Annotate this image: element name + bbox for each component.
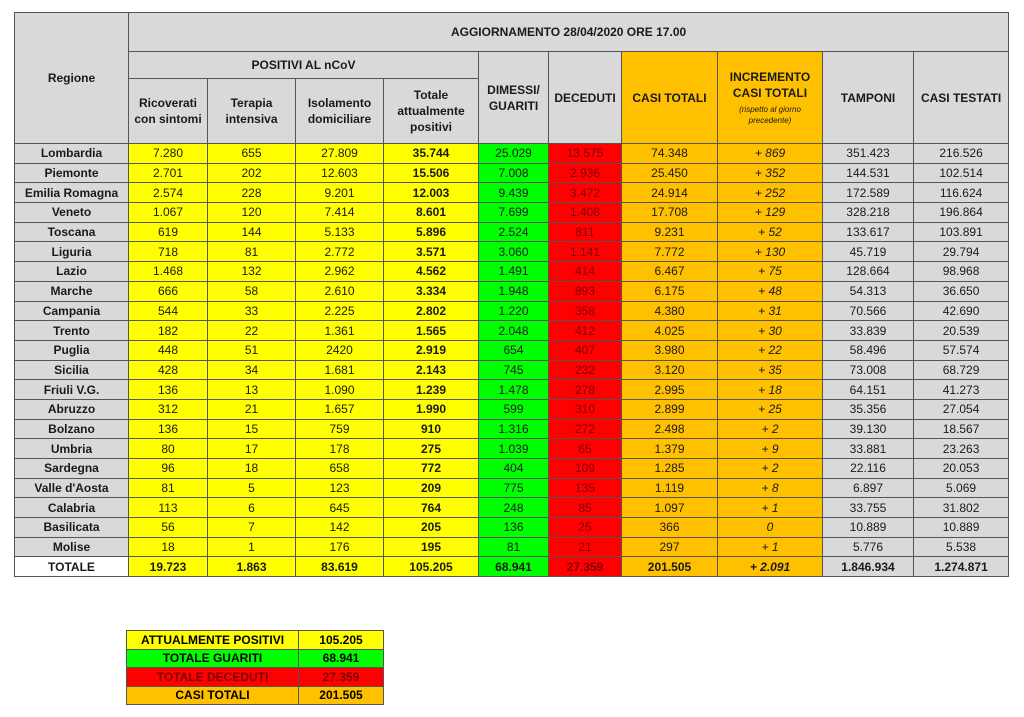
col-header-deceduti: DECEDUTI — [549, 52, 622, 144]
cell-dimessi: 775 — [479, 478, 549, 498]
cell-incremento: + 130 — [718, 242, 823, 262]
cell-terapia: 15 — [208, 419, 296, 439]
cell-totale-positivi: 3.334 — [384, 281, 479, 301]
cell-isolamento: 2.225 — [296, 301, 384, 321]
cell-tamponi: 35.356 — [823, 399, 914, 419]
cell-isolamento: 142 — [296, 518, 384, 538]
cell-casi-totali: 1.097 — [622, 498, 718, 518]
cell-isolamento: 7.414 — [296, 203, 384, 223]
total-tamponi: 1.846.934 — [823, 557, 914, 577]
cell-isolamento: 12.603 — [296, 163, 384, 183]
col-header-regione: Regione — [15, 13, 129, 144]
cell-deceduti: 278 — [549, 380, 622, 400]
cell-terapia: 7 — [208, 518, 296, 538]
cell-terapia: 18 — [208, 459, 296, 479]
cell-totale-positivi: 1.565 — [384, 321, 479, 341]
cell-casi-testati: 20.053 — [914, 459, 1009, 479]
cell-casi-testati: 18.567 — [914, 419, 1009, 439]
table-row — [15, 537, 1009, 557]
cell-regione: Umbria — [15, 439, 129, 459]
cell-incremento: + 9 — [718, 439, 823, 459]
cell-deceduti: 25 — [549, 518, 622, 538]
cell-terapia: 1 — [208, 537, 296, 557]
table-row — [15, 340, 1009, 360]
cell-dimessi: 1.478 — [479, 380, 549, 400]
table-row — [15, 419, 1009, 439]
cell-isolamento: 645 — [296, 498, 384, 518]
cell-incremento: + 25 — [718, 399, 823, 419]
cell-tamponi: 22.116 — [823, 459, 914, 479]
cell-tamponi: 133.617 — [823, 222, 914, 242]
total-deceduti: 27.359 — [549, 557, 622, 577]
total-incremento: + 2.091 — [718, 557, 823, 577]
cell-regione: Emilia Romagna — [15, 183, 129, 203]
cell-casi-totali: 297 — [622, 537, 718, 557]
cell-regione: Trento — [15, 321, 129, 341]
cell-terapia: 228 — [208, 183, 296, 203]
cell-terapia: 655 — [208, 144, 296, 164]
col-header-tamponi: TAMPONI — [823, 52, 914, 144]
cell-incremento: + 8 — [718, 478, 823, 498]
cell-casi-testati: 103.891 — [914, 222, 1009, 242]
cell-terapia: 51 — [208, 340, 296, 360]
cell-totale-positivi: 12.003 — [384, 183, 479, 203]
cell-totale-positivi: 910 — [384, 419, 479, 439]
cell-incremento: + 52 — [718, 222, 823, 242]
cell-ricoverati: 544 — [129, 301, 208, 321]
cell-tamponi: 33.881 — [823, 439, 914, 459]
cell-tamponi: 328.218 — [823, 203, 914, 223]
regional-data-table — [14, 12, 1009, 577]
cell-casi-totali: 74.348 — [622, 144, 718, 164]
col-header-ricoverati: Ricoverati con sintomi — [129, 79, 208, 144]
cell-regione: Molise — [15, 537, 129, 557]
col-header-casi-totali: CASI TOTALI — [622, 52, 718, 144]
total-ricoverati: 19.723 — [129, 557, 208, 577]
cell-dimessi: 1.948 — [479, 281, 549, 301]
cell-dimessi: 1.316 — [479, 419, 549, 439]
table-row — [15, 360, 1009, 380]
cell-tamponi: 351.423 — [823, 144, 914, 164]
cell-terapia: 144 — [208, 222, 296, 242]
cell-incremento: + 35 — [718, 360, 823, 380]
summary-value: 105.205 — [299, 631, 384, 650]
cell-tamponi: 10.889 — [823, 518, 914, 538]
cell-dimessi: 1.220 — [479, 301, 549, 321]
cell-dimessi: 248 — [479, 498, 549, 518]
cell-regione: Basilicata — [15, 518, 129, 538]
cell-totale-positivi: 2.143 — [384, 360, 479, 380]
cell-casi-totali: 7.772 — [622, 242, 718, 262]
cell-totale-positivi: 772 — [384, 459, 479, 479]
table-row — [15, 281, 1009, 301]
cell-totale-positivi: 3.571 — [384, 242, 479, 262]
cell-incremento: + 129 — [718, 203, 823, 223]
cell-casi-totali: 366 — [622, 518, 718, 538]
cell-isolamento: 5.133 — [296, 222, 384, 242]
summary-label: TOTALE GUARITI — [127, 649, 299, 668]
cell-dimessi: 1.039 — [479, 439, 549, 459]
cell-incremento: + 352 — [718, 163, 823, 183]
table-row — [15, 222, 1009, 242]
cell-casi-testati: 42.690 — [914, 301, 1009, 321]
cell-ricoverati: 312 — [129, 399, 208, 419]
summary-row-deceduti — [127, 668, 384, 687]
cell-isolamento: 1.681 — [296, 360, 384, 380]
cell-regione: Toscana — [15, 222, 129, 242]
cell-casi-testati: 102.514 — [914, 163, 1009, 183]
cell-dimessi: 81 — [479, 537, 549, 557]
cell-casi-testati: 10.889 — [914, 518, 1009, 538]
cell-ricoverati: 113 — [129, 498, 208, 518]
cell-isolamento: 2.610 — [296, 281, 384, 301]
total-casi-testati: 1.274.871 — [914, 557, 1009, 577]
total-casi-totali: 201.505 — [622, 557, 718, 577]
cell-incremento: + 869 — [718, 144, 823, 164]
cell-casi-testati: 27.054 — [914, 399, 1009, 419]
cell-casi-totali: 2.498 — [622, 419, 718, 439]
summary-row-guariti — [127, 649, 384, 668]
table-row — [15, 518, 1009, 538]
cell-isolamento: 27.809 — [296, 144, 384, 164]
summary-table — [126, 630, 384, 705]
cell-casi-totali: 24.914 — [622, 183, 718, 203]
summary-label: TOTALE DECEDUTI — [127, 668, 299, 687]
total-dimessi: 68.941 — [479, 557, 549, 577]
cell-incremento: 0 — [718, 518, 823, 538]
cell-deceduti: 85 — [549, 498, 622, 518]
report-title: AGGIORNAMENTO 28/04/2020 ORE 17.00 — [129, 13, 1009, 52]
cell-casi-testati: 116.624 — [914, 183, 1009, 203]
cell-isolamento: 1.090 — [296, 380, 384, 400]
cell-tamponi: 128.664 — [823, 262, 914, 282]
cell-tamponi: 70.566 — [823, 301, 914, 321]
cell-regione: Sardegna — [15, 459, 129, 479]
cell-casi-testati: 36.650 — [914, 281, 1009, 301]
cell-ricoverati: 80 — [129, 439, 208, 459]
table-row — [15, 163, 1009, 183]
cell-incremento: + 18 — [718, 380, 823, 400]
cell-isolamento: 1.361 — [296, 321, 384, 341]
cell-incremento: + 22 — [718, 340, 823, 360]
table-body — [15, 144, 1009, 577]
cell-ricoverati: 718 — [129, 242, 208, 262]
col-header-casi-testati: CASI TESTATI — [914, 52, 1009, 144]
table-row — [15, 144, 1009, 164]
cell-totale-positivi: 1.990 — [384, 399, 479, 419]
cell-terapia: 132 — [208, 262, 296, 282]
cell-isolamento: 759 — [296, 419, 384, 439]
cell-regione: Veneto — [15, 203, 129, 223]
cell-casi-totali: 4.380 — [622, 301, 718, 321]
cell-ricoverati: 1.468 — [129, 262, 208, 282]
cell-dimessi: 1.491 — [479, 262, 549, 282]
cell-tamponi: 6.897 — [823, 478, 914, 498]
cell-casi-testati: 68.729 — [914, 360, 1009, 380]
cell-ricoverati: 619 — [129, 222, 208, 242]
cell-terapia: 120 — [208, 203, 296, 223]
cell-terapia: 202 — [208, 163, 296, 183]
cell-terapia: 58 — [208, 281, 296, 301]
cell-terapia: 33 — [208, 301, 296, 321]
cell-incremento: + 252 — [718, 183, 823, 203]
cell-totale-positivi: 195 — [384, 537, 479, 557]
cell-deceduti: 232 — [549, 360, 622, 380]
table-row — [15, 439, 1009, 459]
cell-totale-positivi: 209 — [384, 478, 479, 498]
total-isolamento: 83.619 — [296, 557, 384, 577]
cell-tamponi: 45.719 — [823, 242, 914, 262]
cell-deceduti: 407 — [549, 340, 622, 360]
summary-value: 27.359 — [299, 668, 384, 687]
cell-tamponi: 73.008 — [823, 360, 914, 380]
cell-terapia: 34 — [208, 360, 296, 380]
cell-incremento: + 2 — [718, 459, 823, 479]
cell-dimessi: 745 — [479, 360, 549, 380]
cell-isolamento: 176 — [296, 537, 384, 557]
cell-deceduti: 21 — [549, 537, 622, 557]
cell-casi-totali: 3.980 — [622, 340, 718, 360]
cell-ricoverati: 136 — [129, 380, 208, 400]
summary-row-casi-totali — [127, 686, 384, 705]
cell-isolamento: 9.201 — [296, 183, 384, 203]
cell-casi-totali: 6.467 — [622, 262, 718, 282]
cell-deceduti: 272 — [549, 419, 622, 439]
table-row — [15, 262, 1009, 282]
cell-casi-totali: 3.120 — [622, 360, 718, 380]
cell-deceduti: 13.575 — [549, 144, 622, 164]
table-row — [15, 183, 1009, 203]
totals-row — [15, 557, 1009, 577]
cell-ricoverati: 1.067 — [129, 203, 208, 223]
cell-dimessi: 7.008 — [479, 163, 549, 183]
cell-terapia: 6 — [208, 498, 296, 518]
cell-totale-positivi: 2.919 — [384, 340, 479, 360]
cell-terapia: 13 — [208, 380, 296, 400]
table-row — [15, 380, 1009, 400]
summary-label: CASI TOTALI — [127, 686, 299, 705]
cell-casi-totali: 4.025 — [622, 321, 718, 341]
table-row — [15, 321, 1009, 341]
cell-tamponi: 39.130 — [823, 419, 914, 439]
cell-terapia: 22 — [208, 321, 296, 341]
cell-casi-testati: 216.526 — [914, 144, 1009, 164]
cell-deceduti: 3.472 — [549, 183, 622, 203]
cell-casi-totali: 2.899 — [622, 399, 718, 419]
col-header-dimessi: DIMESSI/ GUARITI — [479, 52, 549, 144]
cell-regione: Lombardia — [15, 144, 129, 164]
cell-ricoverati: 182 — [129, 321, 208, 341]
cell-isolamento: 2420 — [296, 340, 384, 360]
cell-regione: Bolzano — [15, 419, 129, 439]
cell-dimessi: 599 — [479, 399, 549, 419]
cell-deceduti: 2.936 — [549, 163, 622, 183]
table-row — [15, 478, 1009, 498]
cell-casi-testati: 29.794 — [914, 242, 1009, 262]
cell-deceduti: 412 — [549, 321, 622, 341]
total-totale-positivi: 105.205 — [384, 557, 479, 577]
cell-casi-totali: 9.231 — [622, 222, 718, 242]
cell-isolamento: 2.772 — [296, 242, 384, 262]
total-terapia: 1.863 — [208, 557, 296, 577]
cell-regione: Lazio — [15, 262, 129, 282]
total-regione: TOTALE — [15, 557, 129, 577]
cell-ricoverati: 81 — [129, 478, 208, 498]
cell-dimessi: 7.699 — [479, 203, 549, 223]
cell-deceduti: 135 — [549, 478, 622, 498]
cell-deceduti: 358 — [549, 301, 622, 321]
cell-dimessi: 136 — [479, 518, 549, 538]
cell-tamponi: 33.755 — [823, 498, 914, 518]
cell-totale-positivi: 275 — [384, 439, 479, 459]
col-header-terapia: Terapia intensiva — [208, 79, 296, 144]
cell-dimessi: 2.048 — [479, 321, 549, 341]
cell-terapia: 21 — [208, 399, 296, 419]
cell-deceduti: 414 — [549, 262, 622, 282]
cell-dimessi: 2.524 — [479, 222, 549, 242]
cell-totale-positivi: 205 — [384, 518, 479, 538]
cell-regione: Valle d'Aosta — [15, 478, 129, 498]
cell-casi-testati: 57.574 — [914, 340, 1009, 360]
cell-casi-testati: 5.069 — [914, 478, 1009, 498]
cell-tamponi: 5.776 — [823, 537, 914, 557]
cell-casi-testati: 196.864 — [914, 203, 1009, 223]
cell-totale-positivi: 35.744 — [384, 144, 479, 164]
cell-ricoverati: 448 — [129, 340, 208, 360]
cell-ricoverati: 2.701 — [129, 163, 208, 183]
cell-regione: Liguria — [15, 242, 129, 262]
cell-ricoverati: 136 — [129, 419, 208, 439]
cell-incremento: + 31 — [718, 301, 823, 321]
cell-terapia: 5 — [208, 478, 296, 498]
cell-totale-positivi: 1.239 — [384, 380, 479, 400]
incremento-title: INCREMENTO CASI TOTALI — [729, 70, 811, 100]
cell-ricoverati: 428 — [129, 360, 208, 380]
cell-tamponi: 172.589 — [823, 183, 914, 203]
cell-incremento: + 48 — [718, 281, 823, 301]
cell-deceduti: 1.141 — [549, 242, 622, 262]
cell-casi-totali: 2.995 — [622, 380, 718, 400]
cell-dimessi: 654 — [479, 340, 549, 360]
cell-regione: Abruzzo — [15, 399, 129, 419]
cell-tamponi: 54.313 — [823, 281, 914, 301]
cell-regione: Friuli V.G. — [15, 380, 129, 400]
col-header-isolamento: Isolamento domiciliare — [296, 79, 384, 144]
cell-casi-totali: 1.379 — [622, 439, 718, 459]
cell-incremento: + 1 — [718, 498, 823, 518]
cell-deceduti: 1.408 — [549, 203, 622, 223]
cell-casi-totali: 25.450 — [622, 163, 718, 183]
cell-tamponi: 58.496 — [823, 340, 914, 360]
cell-isolamento: 658 — [296, 459, 384, 479]
cell-casi-totali: 1.119 — [622, 478, 718, 498]
cell-incremento: + 2 — [718, 419, 823, 439]
cell-totale-positivi: 4.562 — [384, 262, 479, 282]
table-row — [15, 301, 1009, 321]
cell-deceduti: 811 — [549, 222, 622, 242]
cell-casi-testati: 5.538 — [914, 537, 1009, 557]
cell-dimessi: 25.029 — [479, 144, 549, 164]
cell-totale-positivi: 2.802 — [384, 301, 479, 321]
cell-deceduti: 65 — [549, 439, 622, 459]
table-row — [15, 459, 1009, 479]
cell-tamponi: 64.151 — [823, 380, 914, 400]
cell-isolamento: 1.657 — [296, 399, 384, 419]
cell-casi-testati: 20.539 — [914, 321, 1009, 341]
cell-totale-positivi: 8.601 — [384, 203, 479, 223]
col-header-incremento — [718, 52, 823, 144]
cell-deceduti: 310 — [549, 399, 622, 419]
cell-regione: Marche — [15, 281, 129, 301]
cell-isolamento: 123 — [296, 478, 384, 498]
cell-tamponi: 144.531 — [823, 163, 914, 183]
incremento-note: (rispetto al giorno precedente) — [739, 105, 801, 125]
cell-totale-positivi: 15.506 — [384, 163, 479, 183]
cell-totale-positivi: 5.896 — [384, 222, 479, 242]
cell-regione: Calabria — [15, 498, 129, 518]
cell-dimessi: 9.439 — [479, 183, 549, 203]
cell-regione: Piemonte — [15, 163, 129, 183]
cell-regione: Puglia — [15, 340, 129, 360]
cell-incremento: + 30 — [718, 321, 823, 341]
cell-ricoverati: 18 — [129, 537, 208, 557]
cell-tamponi: 33.839 — [823, 321, 914, 341]
cell-regione: Campania — [15, 301, 129, 321]
group-header-positivi: POSITIVI AL nCoV — [129, 52, 479, 79]
cell-ricoverati: 666 — [129, 281, 208, 301]
cell-ricoverati: 56 — [129, 518, 208, 538]
cell-casi-testati: 41.273 — [914, 380, 1009, 400]
summary-row-positivi — [127, 631, 384, 650]
cell-regione: Sicilia — [15, 360, 129, 380]
cell-dimessi: 404 — [479, 459, 549, 479]
table-row — [15, 203, 1009, 223]
col-header-totale-positivi: Totale attualmente positivi — [384, 79, 479, 144]
table-row — [15, 242, 1009, 262]
cell-totale-positivi: 764 — [384, 498, 479, 518]
cell-casi-testati: 98.968 — [914, 262, 1009, 282]
cell-casi-testati: 31.802 — [914, 498, 1009, 518]
cell-ricoverati: 7.280 — [129, 144, 208, 164]
summary-label: ATTUALMENTE POSITIVI — [127, 631, 299, 650]
cell-ricoverati: 96 — [129, 459, 208, 479]
cell-terapia: 17 — [208, 439, 296, 459]
cell-casi-totali: 1.285 — [622, 459, 718, 479]
summary-value: 68.941 — [299, 649, 384, 668]
cell-dimessi: 3.060 — [479, 242, 549, 262]
table-row — [15, 399, 1009, 419]
cell-deceduti: 893 — [549, 281, 622, 301]
cell-casi-totali: 6.175 — [622, 281, 718, 301]
cell-incremento: + 75 — [718, 262, 823, 282]
cell-isolamento: 178 — [296, 439, 384, 459]
cell-isolamento: 2.962 — [296, 262, 384, 282]
summary-value: 201.505 — [299, 686, 384, 705]
cell-casi-testati: 23.263 — [914, 439, 1009, 459]
cell-deceduti: 109 — [549, 459, 622, 479]
cell-incremento: + 1 — [718, 537, 823, 557]
table-row — [15, 498, 1009, 518]
cell-terapia: 81 — [208, 242, 296, 262]
cell-casi-totali: 17.708 — [622, 203, 718, 223]
cell-ricoverati: 2.574 — [129, 183, 208, 203]
